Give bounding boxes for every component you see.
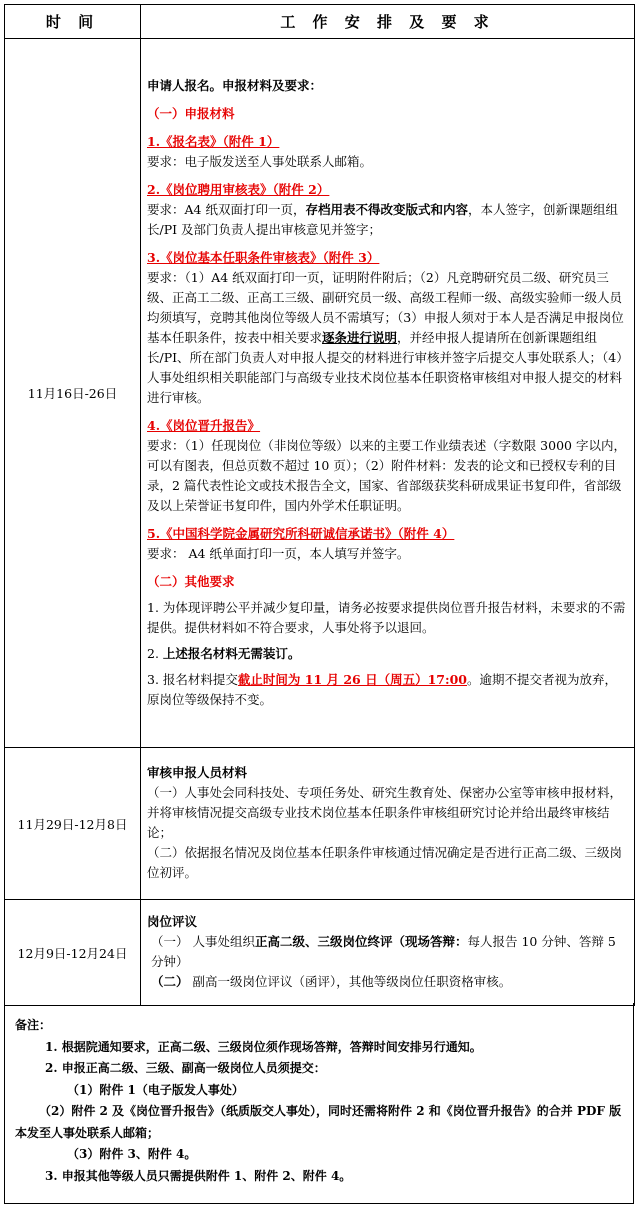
row-content	[141, 748, 635, 900]
table-row	[5, 39, 635, 748]
item-requirement: 要求：（1）任现岗位（非岗位等级）以来的主要工作业绩表述（字数限 3000 字以内，可以有图表，但总页数不超过 10 页）；（2）附件材料：发表的论文和已授权专利的目录，2 篇代表性论文或技术报告全文，国家、省部级获奖科研成果证书复印件，省部级及以上荣誉证书复印件，国内外学术任职证明。	[147, 437, 626, 513]
item-title: 3.《岗位基本任职条件审核表》（附件 3）	[147, 249, 380, 265]
req-emphasis: 上述报名材料无需装订。	[162, 645, 301, 661]
item-requirement: 要求：电子版发送至人事处联系人邮箱。	[147, 153, 373, 169]
row-time: 12月9日-12月24日	[5, 900, 141, 1006]
deadline-text: 截止时间为 11 月 26 日（周五）17:00	[237, 671, 468, 687]
schedule-table	[4, 4, 635, 1006]
row-title: 岗位评议	[147, 914, 198, 929]
row-time: 11月29日-12月8日	[5, 748, 141, 900]
table-header-row	[5, 5, 635, 39]
note-subitem: （2）附件 2 及《岗位晋升报告》（纸质版交人事处），同时还需将附件 2 和《岗位晋升报告》的合并 PDF 版本发至人事处联系人邮箱；	[15, 1104, 622, 1140]
item-title: 4.《岗位晋升报告》	[147, 417, 261, 433]
req-text: 2.	[147, 645, 163, 661]
section-heading: （二）其他要求	[147, 573, 235, 589]
note-item: 1. 根据院通知要求，正高二级、三级岗位须作现场答辩，答辩时间安排另行通知。	[45, 1039, 482, 1054]
item-requirement: 要求： A4 纸单面打印一页，本人填写并签字。	[147, 545, 410, 561]
req-text: 要求：（1）A4 纸双面打印一页，证明附件附后；（2）凡竞聘研究员二级、研究员三级、正高工二级、正高工三级、副研究员一级、高级工程师一级、高级实验师一级人员均须填写，竞聘其他岗位等级人员不需填写；（3）申报人须对于本人是否满足申报岗位基本任职条件，按表中相关要求	[147, 269, 624, 345]
notes-title: 备注：	[15, 1018, 52, 1032]
row-content	[141, 39, 635, 748]
req-text: 副高一级岗位评议（函评），其他等级岗位任职资格审核。	[188, 974, 512, 989]
row-paragraph: （二）依据报名情况及岗位基本任职条件审核通过情况确定是否进行正高二级、三级岗位初评。	[147, 845, 623, 880]
req-emphasis: （二）	[151, 974, 189, 989]
item-requirement	[147, 268, 629, 408]
item-requirement	[147, 200, 629, 240]
note-item: 2. 申报正高二级、三级、副高一级岗位人员须提交：	[45, 1061, 326, 1075]
req-text: 要求：A4 纸双面打印一页，	[147, 201, 306, 217]
note-subitem: （1）附件 1（电子版发人事处）	[67, 1082, 244, 1097]
item-title: 5.《中国科学院金属研究所科研诚信承诺书》（附件 4）	[147, 525, 455, 541]
table-row	[5, 748, 635, 900]
other-requirement	[147, 644, 629, 664]
note-subitem: （3）附件 3、附件 4。	[67, 1147, 197, 1161]
req-text: ，本人签字，创新课题组组长/PI 及部门负责人提出审核意见并签字；	[147, 201, 618, 237]
row-content	[141, 900, 635, 1006]
req-text: （一） 人事处组织	[151, 934, 255, 949]
row-paragraph	[147, 932, 629, 972]
row-time: 11月16日-26日	[5, 39, 141, 748]
req-text: ，并经申报人提请所在创新课题组组长/PI、所在部门负责人对申报人提交的材料进行审核并签字后提交人事处联系人；（4）人事处组织相关职能部门与高级专业技术岗位基本任职资格审核组对申报人提交的材料进行审核。	[147, 329, 629, 405]
item-title: 1.《报名表》（附件 1）	[147, 133, 280, 149]
row-paragraph: （一）人事处会同科技处、专项任务处、研究生教育处、保密办公室等审核申报材料，并将审核情况提交高级专业技术岗位基本任职条件审核组研究讨论并给出最终审核结论；	[147, 785, 623, 840]
note-item: 3. 申报其他等级人员只需提供附件 1、附件 2、附件 4。	[45, 1168, 352, 1183]
req-emphasis: 逐条进行说明	[322, 329, 398, 345]
table-row	[5, 900, 635, 1006]
other-requirement: 1. 为体现评聘公平并减少复印量，请务必按要求提供岗位晋升报告材料，未要求的不需提供。提供材料如不符合要求，人事处将予以退回。	[147, 599, 626, 635]
notes-section	[4, 1003, 634, 1204]
header-time: 时 间	[5, 5, 141, 39]
req-text: 。逾期不提交者视为放弃，原岗位等级保持不变。	[147, 671, 618, 707]
req-text: 每人报告 10 分钟、答辩 5 分钟）	[151, 934, 616, 969]
item-title: 2.《岗位聘用审核表》（附件 2）	[147, 181, 330, 197]
req-emphasis: 正高二级、三级岗位终评（现场答辩：	[254, 934, 468, 949]
intro-text: 申请人报名。申报材料及要求：	[147, 77, 323, 93]
req-text: 3. 报名材料提交	[147, 671, 238, 687]
header-work: 工 作 安 排 及 要 求	[141, 5, 635, 39]
row-paragraph	[147, 972, 629, 992]
row-title: 审核申报人员材料	[147, 765, 248, 780]
section-heading: （一）申报材料	[147, 105, 235, 121]
req-emphasis: 存档用表不得改变版式和内容	[305, 201, 468, 217]
other-requirement	[147, 670, 629, 710]
